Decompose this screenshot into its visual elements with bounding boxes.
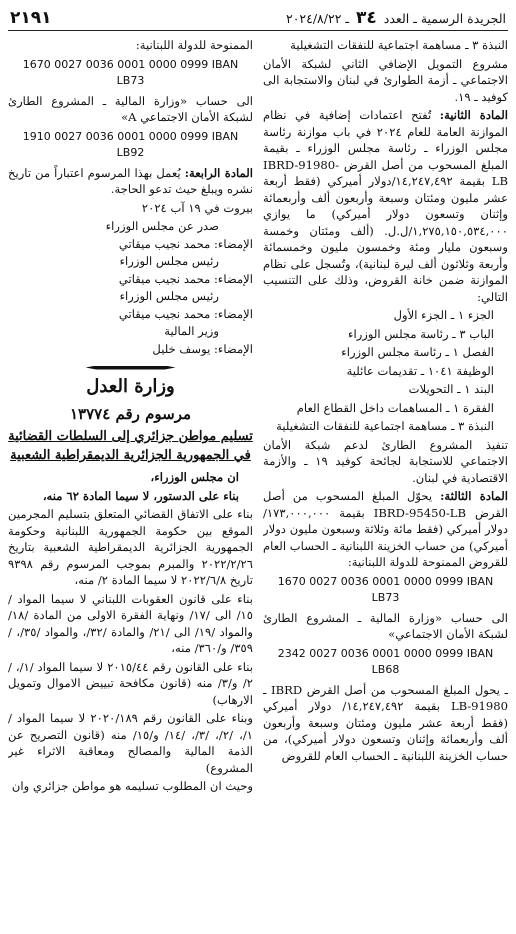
paragraph: ـ يحول المبلغ المسحوب من أصل القرض IBRD ـ 91980-LB بقيمة ١٤,٢٤٧,٤٩٢/ دولار أميركي (فقط أربعة عشر مليون ومئتان وسبعة وأربعون ألف وأربعمائة وإثنان وتسعون دولار أميركي)، من حساب الخزينة اللبنانية ـ الحساب العام للقروض bbox=[263, 682, 508, 763]
page-number: ٢١٩١ bbox=[10, 8, 52, 28]
preamble-constitution: بناء على الدستور، لا سيما المادة ٦٢ منه، bbox=[42, 488, 239, 503]
issue-number: ٣٤ bbox=[356, 8, 377, 28]
paragraph: وحيث ان المطلوب تسليمه هو مواطن جزائري وان bbox=[11, 779, 253, 793]
decree-subject bbox=[8, 427, 253, 465]
signature-heading: رئيس مجلس الوزراء bbox=[119, 289, 219, 303]
article-label: المادة الثانية: bbox=[439, 108, 508, 122]
signature: الإمضاء: محمد نجيب ميقاتي bbox=[118, 306, 253, 321]
gazette-title-text: الجريدة الرسمية ـ العدد bbox=[383, 11, 506, 26]
dateline: بيروت في ١٩ آب ٢٠٢٤ bbox=[141, 200, 253, 215]
list-item: الجزء ١ ـ الجزء الأول bbox=[393, 308, 494, 322]
paragraph: وبناء على القانون رقم ٢٠٢٠/١٨٩ لا سيما المواد /١/، /٢/، /٣/، /١٤/ و/١٥/ منه (قانون التصريح عن الذمة المالية والمصالح ومعاقبة الاثراء غير المشروع) bbox=[8, 711, 253, 775]
paragraph: النبذة ٣ ـ مساهمة اجتماعية للنفقات التشغيلية bbox=[290, 38, 508, 52]
paragraph: الى حساب «وزارة المالية ـ المشروع الطارئ لشبكة الأمان الاجتماعي» bbox=[263, 610, 508, 641]
signature-heading: رئيس مجلس الوزراء bbox=[119, 254, 219, 268]
two-column-body bbox=[8, 37, 508, 927]
section-divider bbox=[86, 363, 176, 372]
ministry-title: وزارة العدل bbox=[86, 376, 175, 397]
iban-number: 2342 0027 0036 0001 0000 0999 IBAN LB68 bbox=[277, 646, 494, 676]
paragraph: بناء على قانون العقوبات اللبناني لا سيما المواد /١٥/ الى /١٧/ ونهاية الفقرة الاولى من المادة /١٨/ والمواد /١٩/ الى /٢١/ والمادة /٣٢/، والمواد /٣٥/، /٣٥٩/ و/٣٦٠/ منه، bbox=[8, 591, 253, 655]
iban-number: 1670 0027 0036 0001 0000 0999 IBAN LB73 bbox=[277, 574, 494, 604]
paragraph: مشروع التمويل الإضافي الثاني لشبكة الأمان الاجتماعي ـ أزمة الطوارئ في لبنان والاستجابة الى كوفيد ـ ١٩. bbox=[263, 56, 508, 104]
article-three bbox=[263, 488, 508, 571]
page-header bbox=[8, 6, 508, 31]
article-text: يحوّل المبلغ المسحوب من أصل القرض IBRD-95450-LB بقيمة ١٧٣,٠٠٠,٠٠٠/ دولار أميركي (فقط مائة وثلاثة وسبعون مليون دولار أميركي) من حساب الخزينة اللبنانية ـ الحساب العام للقروض الممنوحة للدولة اللبنانية: bbox=[263, 489, 508, 569]
article-four bbox=[8, 165, 253, 198]
list-item: النبذة ٣ ـ مساهمة اجتماعية للنفقات التشغيلية bbox=[276, 419, 494, 433]
iban-number: 1670 0027 0036 0001 0000 0999 IBAN LB73 bbox=[22, 57, 239, 87]
preamble-intro: ان مجلس الوزراء، bbox=[150, 470, 239, 484]
signature-heading: وزير المالية bbox=[164, 324, 219, 338]
right-column bbox=[263, 37, 508, 927]
budget-classification-list bbox=[263, 307, 508, 435]
gazette-title bbox=[286, 8, 506, 28]
paragraph: الممنوحة للدولة اللبنانية: bbox=[135, 38, 253, 52]
decree-number: مرسوم رقم ١٣٧٧٤ bbox=[69, 405, 192, 423]
decree-subject-line: تسليم مواطن جزائري إلى السلطات القضائية bbox=[8, 429, 253, 444]
article-two bbox=[263, 107, 508, 305]
decree-subject-line: في الجمهورية الجزائرية الديمقراطية الشعبية bbox=[10, 448, 251, 463]
paragraph: الى حساب «وزارة المالية ـ المشروع الطارئ لشبكة الأمان الاجتماعي A» bbox=[8, 93, 253, 124]
signature-heading: صدر عن مجلس الوزراء bbox=[105, 219, 219, 233]
signature-block bbox=[8, 218, 253, 357]
signature: الإمضاء: محمد نجيب ميقاتي bbox=[118, 236, 253, 251]
paragraph: تنفيذ المشروع الطارئ لدعم شبكة الأمان الاجتماعي للاستجابة لجائحة كوفيد ١٩ ـ والأزمة الاقتصادية في لبنان. bbox=[263, 437, 508, 485]
paragraph: بناء على القانون رقم ٢٠١٥/٤٤ لا سيما المواد /١/، /٢/ و/٣/ منه (قانون مكافحة تبييض الاموال وتمويل الارهاب) bbox=[8, 659, 253, 707]
signature: الإمضاء: يوسف خليل bbox=[152, 341, 253, 356]
article-text: يُعمل بهذا المرسوم اعتباراً من تاريخ نشره ويبلغ حيث تدعو الحاجة. bbox=[8, 165, 253, 196]
issue-date: ـ ٢٠٢٤/٨/٢٢ bbox=[285, 11, 350, 26]
article-text: تُفتح اعتمادات إضافية في نظام الموازنة العامة للعام ٢٠٢٤ في باب موازنة رئاسة مجلس الوزراء ـ رئاسة مجلس الوزراء ـ بقيمة المبلغ المسحوب من أصل القرض IBRD-91980-LB بقيمة ١٤,٢٤٧,٤٩٢/دولار أميركي (فقط أربعة عشر مليون ومئتان وسبعة وأربعون ألف وأربعمائة وإثنان وتسعون دولار أميركي) ما يوازي ١,٢٧٥,١٥٠,٥٣٤,٠٠٠/ل.ل. (ألف ومئتان وخمسة وسبعون مليار ومئة وخمسون مليون وخمسمائة وأربعة وثلاثون ألف ليرة لبنانية)، وتُسجل على نظام الموازنة ضمن خانة القروض، وذلك على التنسيب التالي: bbox=[263, 108, 508, 304]
article-label: المادة الرابعة: bbox=[184, 165, 253, 180]
iban-number: 1910 0027 0036 0001 0000 0999 IBAN LB92 bbox=[22, 129, 239, 159]
list-item: الفصل ١ ـ رئاسة مجلس الوزراء bbox=[341, 345, 494, 359]
list-item: الوظيفة ١٠٤١ ـ تقديمات عائلية bbox=[346, 363, 494, 378]
article-label: المادة الثالثة: bbox=[440, 489, 508, 503]
list-item: الفقرة ١ ـ المساهمات داخل القطاع العام bbox=[296, 400, 494, 415]
left-column bbox=[8, 37, 253, 927]
paragraph: بناء على الاتفاق القضائي المتعلق بتسليم المجرمين الموقع بين حكومة الجمهورية اللبنانية وحكومة الجمهورية الجزائرية الديمقراطية الشعبية بتاريخ ٢٠٢٢/٢/٢٦ والمبرم بموجب المرسوم رقم ٩٣٩٨ تاريخ ٢٠٢٢/٦/٨ لا سيما المادة ٢/ منه، bbox=[8, 507, 253, 587]
list-item: الباب ٣ ـ رئاسة مجلس الوزراء bbox=[348, 326, 494, 341]
signature: الإمضاء: محمد نجيب ميقاتي bbox=[118, 271, 253, 286]
list-item: البند ١ ـ التحويلات bbox=[408, 382, 494, 396]
